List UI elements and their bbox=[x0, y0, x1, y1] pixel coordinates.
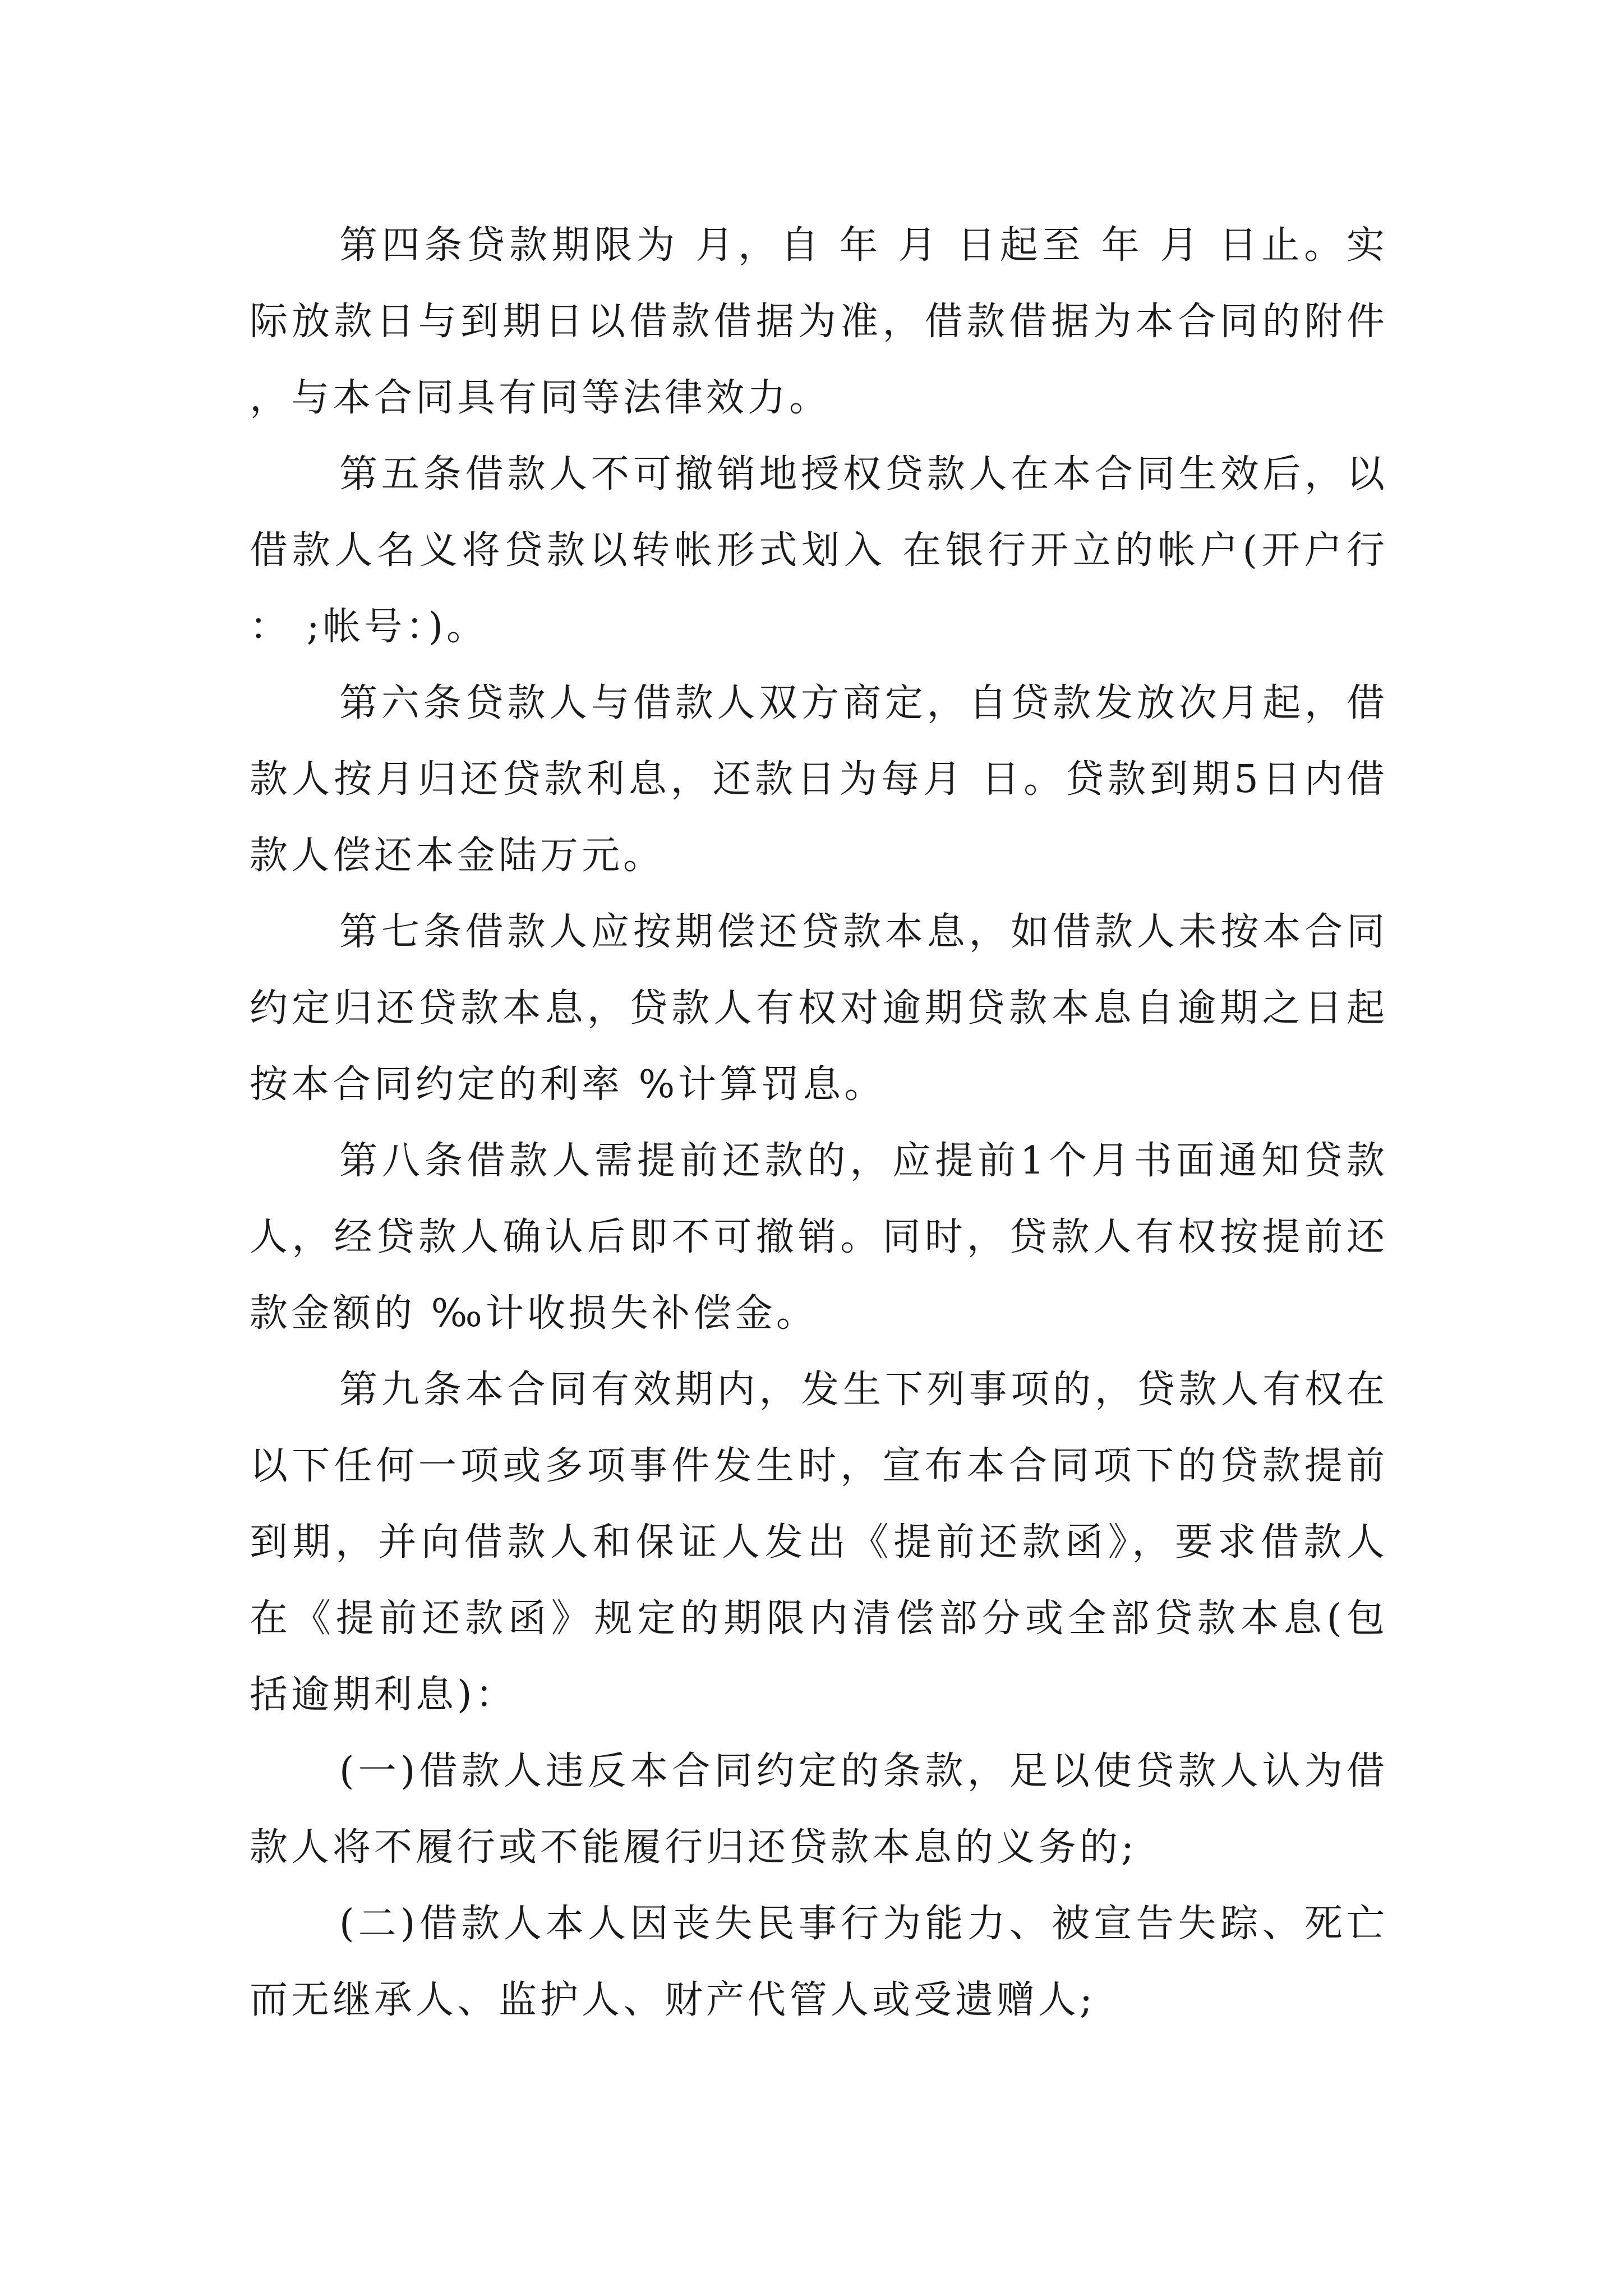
clause-9-item-2: (二)借款人本人因丧失民事行为能力、被宣告失踪、死亡而无继承人、监护人、财产代管人或受遗赠人; bbox=[250, 1902, 1388, 2022]
document-body bbox=[250, 208, 1388, 2039]
clause-8-paragraph: 第八条借款人需提前还款的，应提前1个月书面通知贷款人，经贷款人确认后即不可撤销。同时，贷款人有权按提前还款金额的 ‰计收损失补偿金。 bbox=[250, 1139, 1388, 1336]
clause-9-paragraph: 第九条本合同有效期内，发生下列事项的，贷款人有权在以下任何一项或多项事件发生时，宣布本合同项下的贷款提前到期，并向借款人和保证人发出《提前还款函》，要求借款人在《提前还款函》规定的期限内清偿部分或全部贷款本息(包括逾期利息)： bbox=[250, 1368, 1388, 1717]
clause-4-paragraph: 第四条贷款期限为 月，自 年 月 日起至 年 月 日止。实际放款日与到期日以借款借据为准，借款借据为本合同的附件，与本合同具有同等法律效力。 bbox=[250, 223, 1388, 420]
clause-6-paragraph: 第六条贷款人与借款人双方商定，自贷款发放次月起，借款人按月归还贷款利息，还款日为每月 日。贷款到期5日内借款人偿还本金陆万元。 bbox=[250, 681, 1388, 878]
clause-9-item-1: (一)借款人违反本合同约定的条款，足以使贷款人认为借款人将不履行或不能履行归还贷款本息的义务的; bbox=[250, 1749, 1388, 1870]
clause-7-paragraph: 第七条借款人应按期偿还贷款本息，如借款人未按本合同约定归还贷款本息，贷款人有权对逾期贷款本息自逾期之日起按本合同约定的利率 %计算罚息。 bbox=[250, 910, 1388, 1107]
clause-5-paragraph: 第五条借款人不可撤销地授权贷款人在本合同生效后，以借款人名义将贷款以转帐形式划入 在银行开立的帐户(开户行： ;帐号：)。 bbox=[250, 452, 1388, 649]
